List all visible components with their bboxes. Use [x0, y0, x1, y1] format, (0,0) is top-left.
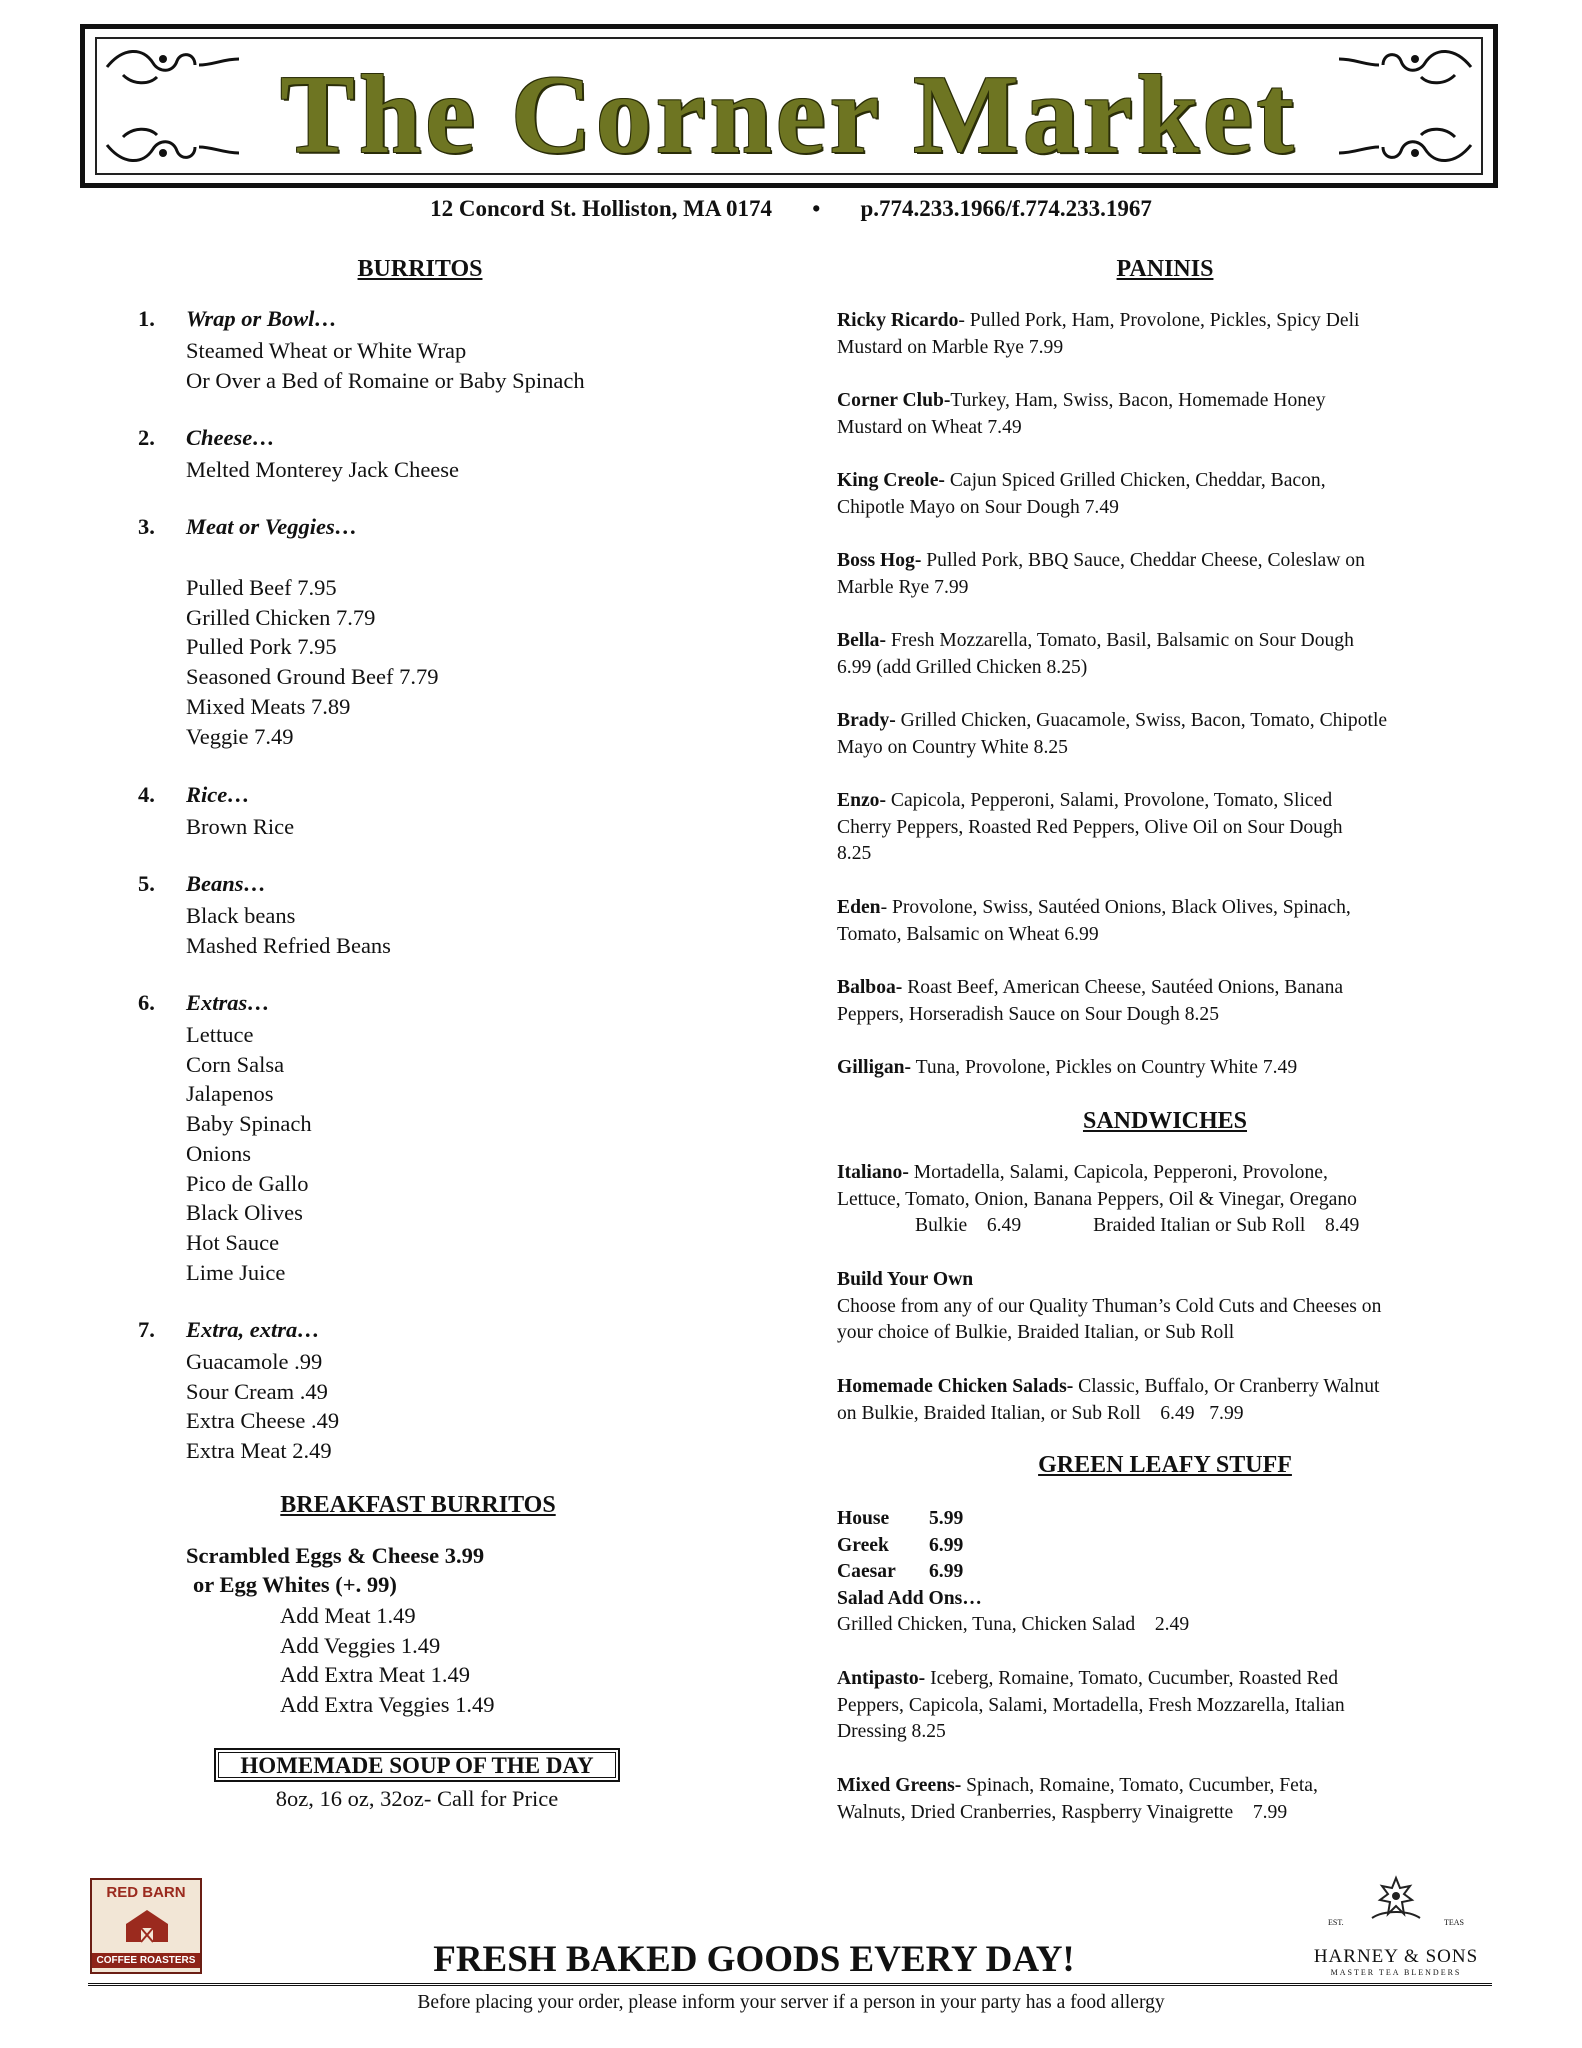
step-line: Mashed Refried Beans [186, 932, 391, 958]
salad-name: House [837, 1508, 890, 1529]
step-heading: Extra, extra… [186, 1317, 320, 1342]
panini-item [837, 788, 1497, 868]
crest-icon [1364, 1874, 1428, 1934]
step-line: Pulled Pork 7.95 [186, 634, 337, 660]
salad-price: 6.99 [929, 1534, 964, 1556]
logo-text: MASTER TEA BLENDERS [1330, 1968, 1462, 1977]
sandwich-build [837, 1267, 1497, 1347]
step-heading: Cheese… [186, 425, 275, 450]
step-line: Brown Rice [186, 814, 295, 839]
breakfast-addon: Add Meat 1.49 [280, 1603, 416, 1628]
item-price: Bulkie 6.49 [915, 1215, 1022, 1236]
step-line: Melted Monterey Jack Cheese [186, 457, 460, 482]
item-desc: Grilled Chicken, Guacamole, Swiss, Bacon, Tomato, Chipotle [895, 710, 1388, 731]
salad-name: Greek [837, 1534, 889, 1556]
breakfast-title: BREAKFAST BURRITOS [280, 1492, 556, 1518]
item-desc: 6.99 (add Grilled Chicken 8.25) [837, 656, 1088, 678]
item-desc: Classic, Buffalo, Or Cranberry Walnut [1073, 1376, 1380, 1397]
breakfast-main: Scrambled Eggs & Cheese 3.99 [186, 1543, 485, 1568]
separator: • [812, 196, 821, 221]
item-desc: Walnuts, Dried Cranberries, Raspberry Vinaigrette 7.99 [837, 1801, 1288, 1823]
step-line: Mixed Meats 7.89 [186, 693, 351, 719]
page-title: The Corner Market [280, 53, 1298, 177]
salad-price: 5.99 [929, 1508, 964, 1529]
item-desc: Spinach, Romaine, Tomato, Cucumber, Feta, [961, 1775, 1318, 1796]
item-desc: 8.25 [837, 843, 872, 864]
breakfast-addon: Add Veggies 1.49 [280, 1632, 441, 1658]
logo-text: TEAS [1444, 1918, 1464, 1927]
item-desc: Mortadella, Salami, Capicola, Pepperoni, Provolone, [908, 1162, 1328, 1183]
item-desc: Choose from any of our Quality Thuman’s Cold Cuts and Cheeses on [837, 1295, 1382, 1317]
step-number: 2. [138, 425, 155, 450]
step-heading: Meat or Veggies… [186, 514, 358, 539]
soup-detail: 8oz, 16 oz, 32oz- Call for Price [275, 1786, 559, 1811]
step-line: Grilled Chicken 7.79 [186, 604, 376, 630]
item-desc: Chipotle Mayo on Sour Dough 7.49 [837, 496, 1119, 518]
step-lines [186, 1347, 339, 1466]
item-name: Antipasto- [837, 1668, 926, 1689]
step-line: Seasoned Ground Beef 7.79 [186, 664, 439, 690]
item-desc: Roast Beef, American Cheese, Sautéed Onions, Banana [902, 977, 1344, 998]
salad-addons: Grilled Chicken, Tuna, Chicken Salad 2.49 [837, 1614, 1190, 1635]
item-desc: Mustard on Wheat 7.49 [837, 416, 1022, 438]
step-line: Extra Meat 2.49 [186, 1438, 332, 1464]
step-number: 7. [138, 1317, 155, 1342]
item-name: Homemade Chicken Salads- [837, 1376, 1074, 1397]
item-desc: Tomato, Balsamic on Wheat 6.99 [837, 923, 1099, 945]
step-line: Sour Cream .49 [186, 1378, 328, 1404]
panini-item [837, 468, 1497, 521]
fresh-baked-banner: FRESH BAKED GOODS EVERY DAY! [433, 1939, 1075, 1980]
item-desc: Iceberg, Romaine, Tomato, Cucumber, Roasted Red [925, 1668, 1339, 1689]
item-desc: - Pulled Pork, Ham, Provolone, Pickles, Spicy Deli [958, 310, 1360, 331]
banner-inner-frame [95, 37, 1483, 175]
address: 12 Concord St. Holliston, MA 0174 [430, 196, 772, 221]
item-desc: Turkey, Ham, Swiss, Bacon, Homemade Honey [950, 390, 1326, 411]
step-line: Pulled Beef 7.95 [186, 575, 337, 600]
step-number: 5. [138, 871, 155, 896]
step-number: 1. [138, 306, 155, 331]
breakfast-addon: Add Extra Veggies 1.49 [280, 1692, 495, 1718]
paninis-title: PANINIS [1116, 256, 1214, 282]
breakfast-addons [280, 1601, 495, 1720]
item-desc: on Bulkie, Braided Italian, or Sub Roll 6.49 7.99 [837, 1402, 1244, 1424]
item-desc: Cherry Peppers, Roasted Red Peppers, Olive Oil on Sour Dough [837, 816, 1343, 838]
item-desc: Pulled Pork, BBQ Sauce, Cheddar Cheese, Coleslaw on [921, 550, 1365, 571]
salad-price: 6.99 [929, 1561, 964, 1582]
panini-item [837, 975, 1497, 1028]
step-lines [186, 455, 459, 485]
salad-antipasto [837, 1666, 1497, 1746]
logo-text: EST. [1328, 1918, 1344, 1927]
step-line: Guacamole .99 [186, 1349, 323, 1374]
step-heading: Wrap or Bowl… [186, 306, 337, 331]
step-line: Lime Juice [186, 1259, 286, 1285]
item-desc: Lettuce, Tomato, Onion, Banana Peppers, Oil & Vinegar, Oregano [837, 1188, 1357, 1210]
address-line [0, 196, 1582, 222]
step-number: 3. [138, 514, 155, 539]
panini-item [837, 388, 1497, 441]
step-heading: Extras… [186, 990, 270, 1015]
item-desc: Peppers, Horseradish Sauce on Sour Dough 8.25 [837, 1003, 1220, 1025]
item-name: Enzo- [837, 790, 886, 811]
item-desc: - Provolone, Swiss, Sautéed Onions, Black Olives, Spinach, [880, 897, 1351, 918]
step-line: Onions [186, 1140, 252, 1166]
step-lines [186, 573, 438, 751]
item-name: Brady- [837, 710, 896, 731]
salad-mixed-greens [837, 1773, 1497, 1826]
step-number: 6. [138, 990, 155, 1015]
sandwich-italiano [837, 1160, 1497, 1240]
item-desc: Mustard on Marble Rye 7.99 [837, 336, 1064, 358]
step-number: 4. [138, 782, 155, 807]
step-line: Or Over a Bed of Romaine or Baby Spinach [186, 367, 585, 393]
sandwiches-title: SANDWICHES [1082, 1108, 1248, 1134]
salad-addons-title: Salad Add Ons… [837, 1587, 982, 1609]
panini-item [837, 708, 1497, 761]
logo-text: COFFEE ROASTERS [92, 1953, 200, 1968]
allergy-notice: Before placing your order, please inform your server if a person in your party has a food allergy [417, 1992, 1165, 2013]
footer-divider [88, 1983, 1492, 1986]
phone-fax: p.774.233.1966/f.774.233.1967 [860, 196, 1152, 221]
item-desc: Capicola, Pepperoni, Salami, Provolone, Tomato, Sliced [885, 790, 1333, 811]
step-line: Baby Spinach [186, 1111, 312, 1137]
step-line: Pico de Gallo [186, 1170, 309, 1196]
sandwich-chicken-salad [837, 1374, 1497, 1427]
item-name: King Creole- [837, 470, 945, 491]
item-name: Eden [837, 897, 881, 918]
item-desc: Cajun Spiced Grilled Chicken, Cheddar, Bacon, [944, 470, 1326, 491]
item-name: Bella- [837, 630, 886, 651]
salad-name: Caesar [837, 1561, 896, 1582]
step-line: Black beans [186, 903, 296, 928]
item-desc: your choice of Bulkie, Braided Italian, or Sub Roll [837, 1322, 1235, 1343]
panini-item [837, 1055, 1497, 1082]
logo-text: HARNEY & SONS [1313, 1946, 1479, 1967]
step-line: Corn Salsa [186, 1051, 285, 1077]
burritos-title: BURRITOS [357, 256, 483, 282]
logo-text: RED BARN [106, 1884, 186, 1901]
item-price: Braided Italian or Sub Roll 8.49 [1093, 1215, 1360, 1236]
soup-box [214, 1748, 620, 1782]
step-line: Hot Sauce [186, 1229, 280, 1255]
item-desc: Peppers, Capicola, Salami, Mortadella, Fresh Mozzarella, Italian [837, 1694, 1345, 1716]
panini-item [837, 628, 1497, 681]
step-heading: Beans… [186, 871, 267, 896]
step-line: Lettuce [186, 1022, 254, 1047]
soup-title: HOMEMADE SOUP OF THE DAY [218, 1752, 616, 1778]
item-desc: Tuna, Provolone, Pickles on Country White 7.49 [911, 1057, 1298, 1078]
step-lines [186, 336, 585, 395]
item-desc: Mayo on Country White 8.25 [837, 736, 1068, 758]
item-name: Gilligan- [837, 1057, 912, 1078]
step-line: Black Olives [186, 1200, 303, 1226]
header-banner [80, 24, 1498, 188]
panini-item [837, 895, 1497, 948]
item-name: Italiano- [837, 1162, 909, 1183]
item-name: Balboa- [837, 977, 903, 998]
item-name: Boss Hog- [837, 550, 922, 571]
item-name: Corner Club- [837, 390, 951, 411]
breakfast-addon: Add Extra Meat 1.49 [280, 1662, 470, 1688]
panini-item [837, 548, 1497, 601]
step-lines [186, 1020, 312, 1287]
item-desc: Fresh Mozzarella, Tomato, Basil, Balsamic on Sour Dough [885, 630, 1354, 651]
step-lines [186, 812, 294, 842]
item-name: Build Your Own [837, 1269, 974, 1290]
panini-item [837, 308, 1497, 361]
item-name: Mixed Greens- [837, 1775, 962, 1796]
step-line: Extra Cheese .49 [186, 1408, 340, 1434]
step-heading: Rice… [186, 782, 250, 807]
step-line: Steamed Wheat or White Wrap [186, 338, 467, 363]
step-lines [186, 901, 391, 960]
item-desc: Marble Rye 7.99 [837, 576, 969, 598]
step-line: Jalapenos [186, 1081, 274, 1107]
item-desc: Dressing 8.25 [837, 1721, 946, 1742]
item-name: Ricky Ricardo [837, 310, 959, 331]
step-line: Veggie 7.49 [186, 723, 294, 749]
basic-salads [837, 1506, 1497, 1612]
breakfast-alt: or Egg Whites (+. 99) [193, 1572, 397, 1597]
salads-title: GREEN LEAFY STUFF [1038, 1452, 1292, 1478]
